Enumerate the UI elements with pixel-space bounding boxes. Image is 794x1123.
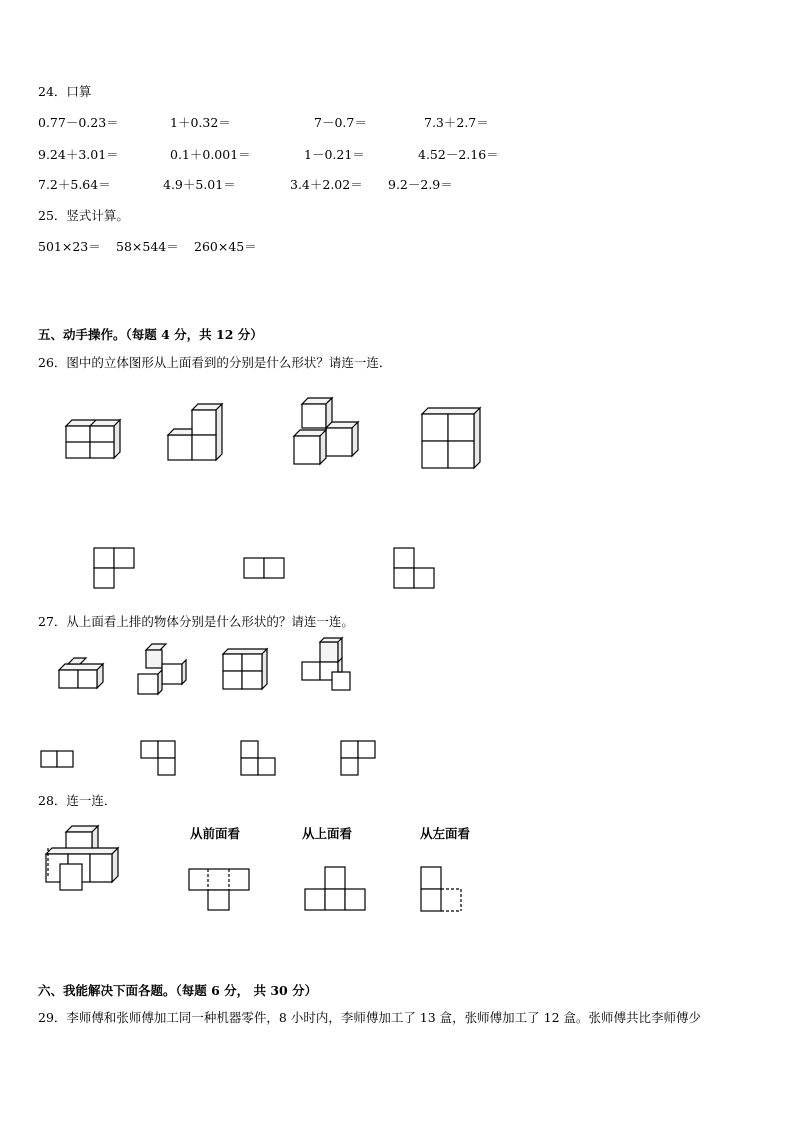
q24-title: 24．口算 [38,84,92,99]
q27-title: 27．从上面看上排的物体分别是什么形状的？请连一连。 [38,614,354,629]
q24-item: 1＋0.32＝ [170,115,231,130]
q27-solid-figure-1 [56,656,106,692]
q25-item: 501×23＝ [38,239,101,254]
q27-solid-figure-2 [136,642,188,696]
q27-top-view-2 [140,740,180,778]
q24-item: 0.77－0.23＝ [38,115,119,130]
q28-view-left [420,866,466,914]
q24-item: 1－0.21＝ [304,147,365,162]
q24-item: 7.2＋5.64＝ [38,177,111,192]
q28-label-top: 从上面看 [302,826,353,841]
q28-label-left: 从左面看 [420,826,471,841]
q27-top-view-4 [340,740,380,778]
q26-solid-figure-3 [290,394,365,466]
q24-item: 7.3＋2.7＝ [424,115,489,130]
q24-item: 3.4＋2.02＝ [290,177,363,192]
q26-solid-figure-4 [420,408,485,470]
q24-item: 9.24＋3.01＝ [38,147,119,162]
q25-item: 58×544＝ [116,239,179,254]
q27-top-view-1 [40,750,78,770]
section-heading: 五、动手操作。（每题 4 分，共 12 分） [38,327,263,342]
q29-text: 29．李师傅和张师傅加工同一种机器零件，8 小时内，李师傅加工了 13 盒，张师傅加工了 12 盒。张师傅共比李师傅少 [38,1010,702,1025]
q27-solid-figure-4 [300,638,356,694]
q26-top-view-1 [93,547,137,589]
q28-solid-figure [42,824,124,894]
q24-item: 4.9＋5.01＝ [163,177,236,192]
q24-item: 7－0.7＝ [314,115,367,130]
q26-top-view-2 [243,557,287,581]
q26-solid-figure-2 [162,400,232,466]
q27-solid-figure-3 [220,646,270,692]
q26-title: 26．图中的立体图形从上面看到的分别是什么形状？请连一连． [38,355,392,370]
q28-view-top [304,866,368,912]
q24-item: 4.52－2.16＝ [418,147,499,162]
q25-item: 260×45＝ [194,239,257,254]
section-heading: 六、我能解决下面各题。（每题 6 分， 共 30 分） [38,983,318,998]
q28-view-front [188,868,252,912]
q24-item: 0.1＋0.001＝ [170,147,251,162]
q26-solid-figure-1 [60,410,130,462]
q26-top-view-3 [393,547,437,589]
q25-title: 25．竖式计算。 [38,208,129,223]
q27-top-view-3 [240,740,280,778]
q28-title: 28．连一连． [38,793,117,808]
q28-label-front: 从前面看 [190,826,241,841]
q24-item: 9.2－2.9＝ [388,177,453,192]
